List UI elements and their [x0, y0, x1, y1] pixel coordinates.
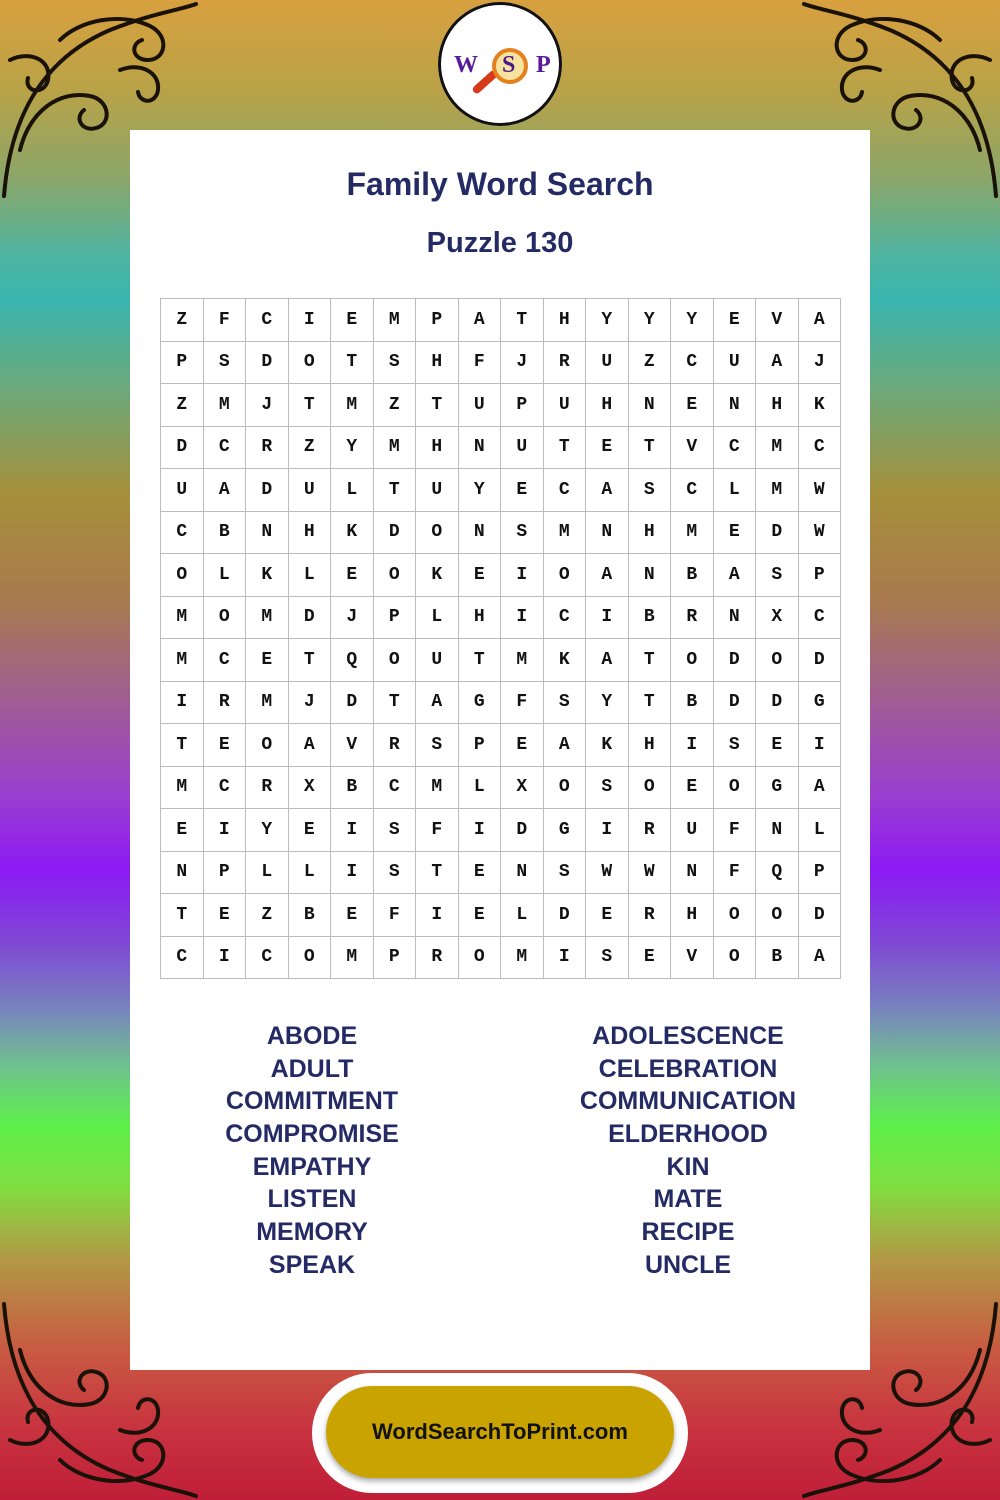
grid-cell[interactable]: L	[331, 469, 374, 512]
grid-cell[interactable]: S	[204, 342, 247, 385]
grid-cell[interactable]: L	[289, 554, 332, 597]
grid-cell[interactable]: G	[756, 767, 799, 810]
grid-cell[interactable]: N	[629, 384, 672, 427]
grid-cell[interactable]: R	[246, 427, 289, 470]
grid-cell[interactable]: O	[374, 554, 417, 597]
grid-cell[interactable]: O	[629, 767, 672, 810]
grid-cell[interactable]: Y	[586, 299, 629, 342]
grid-cell[interactable]: F	[416, 809, 459, 852]
grid-cell[interactable]: O	[289, 937, 332, 980]
grid-cell[interactable]: Q	[756, 852, 799, 895]
grid-cell[interactable]: F	[714, 809, 757, 852]
grid-cell[interactable]: T	[161, 724, 204, 767]
grid-cell[interactable]: H	[416, 427, 459, 470]
grid-cell[interactable]: J	[331, 597, 374, 640]
grid-cell[interactable]: K	[331, 512, 374, 555]
grid-cell[interactable]: C	[544, 469, 587, 512]
grid-cell[interactable]: B	[204, 512, 247, 555]
grid-cell[interactable]: D	[544, 894, 587, 937]
grid-cell[interactable]: B	[671, 554, 714, 597]
grid-cell[interactable]: B	[331, 767, 374, 810]
grid-cell[interactable]: Y	[459, 469, 502, 512]
grid-cell[interactable]: Y	[246, 809, 289, 852]
grid-cell[interactable]: I	[799, 724, 842, 767]
grid-cell[interactable]: A	[714, 554, 757, 597]
grid-cell[interactable]: S	[416, 724, 459, 767]
word-list-item: ABODE	[266, 1022, 358, 1050]
grid-cell[interactable]: T	[289, 384, 332, 427]
word-list-item: CELEBRATION	[598, 1054, 778, 1083]
grid-cell[interactable]: J	[246, 384, 289, 427]
grid-cell[interactable]: L	[246, 852, 289, 895]
grid-cell[interactable]: M	[161, 639, 204, 682]
grid-cell[interactable]: A	[289, 724, 332, 767]
grid-cell[interactable]: D	[246, 342, 289, 385]
grid-cell[interactable]: N	[459, 512, 502, 555]
grid-cell[interactable]: H	[756, 384, 799, 427]
grid-cell[interactable]: F	[459, 342, 502, 385]
grid-cell[interactable]: D	[756, 682, 799, 725]
grid-cell[interactable]: M	[374, 299, 417, 342]
grid-cell[interactable]: U	[416, 639, 459, 682]
grid-cell[interactable]: G	[799, 682, 842, 725]
grid-cell[interactable]: C	[204, 767, 247, 810]
grid-cell[interactable]: E	[331, 894, 374, 937]
grid-cell[interactable]: A	[416, 682, 459, 725]
grid-cell[interactable]: M	[331, 384, 374, 427]
grid-cell[interactable]: S	[586, 767, 629, 810]
grid-cell[interactable]: I	[416, 894, 459, 937]
grid-cell[interactable]: C	[671, 342, 714, 385]
grid-cell[interactable]: T	[544, 427, 587, 470]
grid-cell[interactable]: I	[671, 724, 714, 767]
grid-cell[interactable]: A	[459, 299, 502, 342]
grid-cell[interactable]: I	[544, 937, 587, 980]
grid-cell[interactable]: D	[756, 512, 799, 555]
word-list-item: MEMORY	[256, 1218, 368, 1247]
grid-cell[interactable]: N	[714, 384, 757, 427]
grid-cell[interactable]: L	[289, 852, 332, 895]
grid-cell[interactable]: H	[544, 299, 587, 342]
grid-cell[interactable]: U	[416, 469, 459, 512]
grid-cell[interactable]: N	[161, 852, 204, 895]
grid-cell[interactable]: O	[714, 767, 757, 810]
grid-cell[interactable]: N	[671, 852, 714, 895]
grid-cell[interactable]: H	[586, 384, 629, 427]
grid-cell[interactable]: C	[246, 937, 289, 980]
grid-cell[interactable]: C	[204, 639, 247, 682]
word-list-item: SPEAK	[268, 1250, 356, 1279]
grid-cell[interactable]: H	[459, 597, 502, 640]
grid-cell[interactable]: M	[374, 427, 417, 470]
word-list-item: COMPROMISE	[225, 1120, 399, 1149]
grid-cell[interactable]: E	[204, 894, 247, 937]
grid-cell[interactable]: D	[374, 512, 417, 555]
grid-cell[interactable]: W	[799, 512, 842, 555]
grid-cell[interactable]: V	[331, 724, 374, 767]
grid-cell[interactable]: H	[416, 342, 459, 385]
grid-cell[interactable]: T	[374, 682, 417, 725]
grid-cell[interactable]: A	[204, 469, 247, 512]
grid-cell[interactable]: Q	[331, 639, 374, 682]
grid-cell[interactable]: D	[331, 682, 374, 725]
grid-cell[interactable]: D	[289, 597, 332, 640]
word-list-item: ADULT	[270, 1054, 354, 1083]
grid-cell[interactable]: O	[714, 894, 757, 937]
grid-cell[interactable]: D	[161, 427, 204, 470]
grid-cell[interactable]: M	[756, 469, 799, 512]
grid-cell[interactable]: E	[756, 724, 799, 767]
grid-cell[interactable]: R	[629, 809, 672, 852]
grid-cell[interactable]: Y	[331, 427, 374, 470]
word-list-right	[538, 1020, 838, 1282]
grid-cell[interactable]: O	[714, 937, 757, 980]
grid-cell[interactable]: N	[459, 427, 502, 470]
grid-cell[interactable]: U	[714, 342, 757, 385]
grid-cell[interactable]: O	[416, 512, 459, 555]
grid-cell[interactable]: P	[799, 554, 842, 597]
grid-cell[interactable]: E	[501, 724, 544, 767]
grid-cell[interactable]: N	[246, 512, 289, 555]
grid-cell[interactable]: O	[756, 894, 799, 937]
grid-cell[interactable]: K	[586, 724, 629, 767]
grid-cell[interactable]: R	[204, 682, 247, 725]
grid-cell[interactable]: E	[204, 724, 247, 767]
grid-cell[interactable]: E	[501, 469, 544, 512]
word-list-item: EMPATHY	[252, 1152, 372, 1181]
grid-cell[interactable]: M	[246, 597, 289, 640]
grid-cell[interactable]: D	[714, 639, 757, 682]
grid-cell[interactable]: M	[671, 512, 714, 555]
grid-cell[interactable]: F	[501, 682, 544, 725]
logo-badge	[444, 8, 550, 114]
grid-cell[interactable]: N	[629, 554, 672, 597]
grid-cell[interactable]: K	[544, 639, 587, 682]
grid-cell[interactable]: M	[501, 639, 544, 682]
grid-cell[interactable]: I	[289, 299, 332, 342]
grid-cell[interactable]: W	[799, 469, 842, 512]
grid-cell[interactable]: J	[799, 342, 842, 385]
grid-cell[interactable]: Y	[586, 682, 629, 725]
grid-cell[interactable]: X	[289, 767, 332, 810]
word-list-left	[162, 1020, 462, 1282]
grid-cell[interactable]: G	[459, 682, 502, 725]
grid-cell[interactable]: E	[331, 299, 374, 342]
word-list-item: UNCLE	[644, 1250, 732, 1279]
grid-cell[interactable]: S	[586, 937, 629, 980]
grid-cell[interactable]: Z	[374, 384, 417, 427]
grid-cell[interactable]: P	[416, 299, 459, 342]
word-list-item: KIN	[666, 1152, 710, 1181]
grid-cell[interactable]: N	[501, 852, 544, 895]
grid-cell[interactable]: Z	[289, 427, 332, 470]
grid-cell[interactable]: R	[374, 724, 417, 767]
grid-cell[interactable]: L	[714, 469, 757, 512]
grid-cell[interactable]: C	[161, 937, 204, 980]
grid-cell[interactable]: A	[799, 767, 842, 810]
grid-cell[interactable]: P	[374, 937, 417, 980]
grid-cell[interactable]: E	[586, 894, 629, 937]
grid-cell[interactable]: E	[586, 427, 629, 470]
grid-cell[interactable]: J	[289, 682, 332, 725]
grid-cell[interactable]: K	[246, 554, 289, 597]
grid-cell[interactable]: I	[204, 937, 247, 980]
grid-cell[interactable]: A	[799, 299, 842, 342]
grid-cell[interactable]: S	[714, 724, 757, 767]
grid-cell[interactable]: H	[671, 894, 714, 937]
grid-cell[interactable]: L	[416, 597, 459, 640]
grid-cell[interactable]: E	[671, 767, 714, 810]
grid-cell[interactable]: N	[756, 809, 799, 852]
grid-cell[interactable]: R	[629, 894, 672, 937]
word-list-item: ELDERHOOD	[608, 1120, 768, 1149]
grid-cell[interactable]: S	[544, 852, 587, 895]
word-list-item: COMMUNICATION	[579, 1087, 797, 1116]
grid-cell[interactable]: T	[161, 894, 204, 937]
grid-cell[interactable]: S	[756, 554, 799, 597]
grid-cell[interactable]: D	[714, 682, 757, 725]
grid-cell[interactable]: Z	[629, 342, 672, 385]
grid-cell[interactable]: O	[544, 767, 587, 810]
grid-cell[interactable]: Z	[161, 299, 204, 342]
grid-cell[interactable]: P	[799, 852, 842, 895]
grid-cell[interactable]: L	[204, 554, 247, 597]
page-title: Family Word Search	[346, 166, 654, 202]
grid-cell[interactable]: C	[246, 299, 289, 342]
grid-cell[interactable]: S	[374, 342, 417, 385]
grid-cell[interactable]: E	[161, 809, 204, 852]
grid-cell[interactable]: D	[799, 639, 842, 682]
grid-cell[interactable]: O	[289, 342, 332, 385]
grid-cell[interactable]: M	[161, 597, 204, 640]
grid-cell[interactable]: G	[544, 809, 587, 852]
grid-cell[interactable]: B	[756, 937, 799, 980]
grid-cell[interactable]: M	[246, 682, 289, 725]
grid-cell[interactable]: E	[714, 299, 757, 342]
grid-cell[interactable]: T	[501, 299, 544, 342]
grid-cell[interactable]: P	[501, 384, 544, 427]
grid-cell[interactable]: C	[799, 427, 842, 470]
grid-cell[interactable]: I	[331, 809, 374, 852]
grid-cell[interactable]: V	[756, 299, 799, 342]
grid-cell[interactable]: T	[629, 427, 672, 470]
word-list-item: RECIPE	[641, 1218, 735, 1247]
grid-cell[interactable]: P	[161, 342, 204, 385]
grid-cell[interactable]: I	[586, 597, 629, 640]
grid-cell[interactable]: O	[246, 724, 289, 767]
grid-cell[interactable]: N	[586, 512, 629, 555]
grid-cell[interactable]: I	[586, 809, 629, 852]
grid-cell[interactable]: U	[459, 384, 502, 427]
grid-cell[interactable]: L	[501, 894, 544, 937]
grid-cell[interactable]: N	[714, 597, 757, 640]
site-logo[interactable]	[438, 2, 562, 126]
grid-cell[interactable]: T	[289, 639, 332, 682]
grid-cell[interactable]: A	[756, 342, 799, 385]
grid-cell[interactable]: I	[161, 682, 204, 725]
grid-cell[interactable]: E	[289, 809, 332, 852]
grid-cell[interactable]: E	[671, 384, 714, 427]
grid-cell[interactable]: P	[374, 597, 417, 640]
grid-cell[interactable]: T	[629, 639, 672, 682]
grid-cell[interactable]: H	[289, 512, 332, 555]
word-list-item: MATE	[653, 1185, 723, 1214]
grid-cell[interactable]: R	[544, 342, 587, 385]
grid-cell[interactable]: M	[161, 767, 204, 810]
grid-cell[interactable]: I	[459, 809, 502, 852]
grid-cell[interactable]: S	[501, 512, 544, 555]
grid-cell[interactable]: A	[586, 554, 629, 597]
grid-cell[interactable]: T	[459, 639, 502, 682]
grid-cell[interactable]: Z	[246, 894, 289, 937]
word-list-item: COMMITMENT	[225, 1087, 399, 1116]
grid-cell[interactable]: T	[416, 852, 459, 895]
grid-cell[interactable]: C	[161, 512, 204, 555]
grid-cell[interactable]: M	[756, 427, 799, 470]
logo-letter: S	[502, 52, 516, 78]
grid-cell[interactable]: O	[756, 639, 799, 682]
grid-cell[interactable]: U	[501, 427, 544, 470]
grid-cell[interactable]: I	[204, 809, 247, 852]
grid-cell[interactable]: M	[501, 937, 544, 980]
grid-cell[interactable]: D	[799, 894, 842, 937]
grid-cell[interactable]: K	[416, 554, 459, 597]
grid-cell[interactable]: S	[544, 682, 587, 725]
grid-cell[interactable]: M	[544, 512, 587, 555]
grid-cell[interactable]: U	[671, 809, 714, 852]
grid-cell[interactable]: M	[331, 937, 374, 980]
grid-cell[interactable]: B	[671, 682, 714, 725]
grid-cell[interactable]: U	[161, 469, 204, 512]
grid-cell[interactable]: Y	[629, 299, 672, 342]
grid-cell[interactable]: P	[204, 852, 247, 895]
grid-cell[interactable]: F	[374, 894, 417, 937]
grid-cell[interactable]: I	[331, 852, 374, 895]
letter-grid	[160, 298, 841, 979]
grid-cell[interactable]: U	[544, 384, 587, 427]
grid-cell[interactable]: O	[459, 937, 502, 980]
grid-cell[interactable]: W	[586, 852, 629, 895]
grid-cell[interactable]: D	[501, 809, 544, 852]
grid-cell[interactable]: A	[799, 937, 842, 980]
grid-cell[interactable]: O	[161, 554, 204, 597]
grid-cell[interactable]: C	[374, 767, 417, 810]
grid-cell[interactable]: W	[629, 852, 672, 895]
word-list-item: ADOLESCENCE	[592, 1022, 784, 1050]
word-list-item: LISTEN	[267, 1185, 357, 1214]
grid-cell[interactable]: Y	[671, 299, 714, 342]
grid-cell[interactable]: C	[714, 427, 757, 470]
grid-cell[interactable]: E	[459, 852, 502, 895]
grid-cell[interactable]: V	[671, 937, 714, 980]
grid-cell[interactable]: E	[629, 937, 672, 980]
grid-cell[interactable]: O	[671, 639, 714, 682]
grid-cell[interactable]: S	[374, 809, 417, 852]
grid-cell[interactable]: L	[799, 809, 842, 852]
grid-cell[interactable]: R	[246, 767, 289, 810]
grid-cell[interactable]: X	[756, 597, 799, 640]
grid-cell[interactable]: E	[714, 512, 757, 555]
grid-cell[interactable]: U	[289, 469, 332, 512]
footer-site-link[interactable]: WordSearchToPrint.com	[372, 1419, 628, 1444]
logo-letter: W	[454, 52, 478, 78]
grid-cell[interactable]: O	[374, 639, 417, 682]
grid-cell[interactable]: H	[629, 724, 672, 767]
grid-cell[interactable]: U	[586, 342, 629, 385]
grid-cell[interactable]: E	[331, 554, 374, 597]
grid-cell[interactable]: E	[459, 894, 502, 937]
grid-cell[interactable]: D	[246, 469, 289, 512]
puzzle-number: Puzzle 130	[426, 227, 574, 259]
grid-cell[interactable]: Z	[161, 384, 204, 427]
grid-cell[interactable]: B	[289, 894, 332, 937]
grid-cell[interactable]: H	[629, 512, 672, 555]
grid-cell[interactable]: T	[331, 342, 374, 385]
grid-cell[interactable]: E	[459, 554, 502, 597]
grid-cell[interactable]: J	[501, 342, 544, 385]
grid-cell[interactable]: C	[204, 427, 247, 470]
grid-cell[interactable]: A	[586, 469, 629, 512]
logo-letter: P	[536, 52, 551, 78]
grid-cell[interactable]: C	[799, 597, 842, 640]
grid-cell[interactable]: R	[671, 597, 714, 640]
grid-cell[interactable]: O	[544, 554, 587, 597]
grid-cell[interactable]: X	[501, 767, 544, 810]
grid-cell[interactable]: S	[629, 469, 672, 512]
grid-cell[interactable]: C	[671, 469, 714, 512]
grid-cell[interactable]: P	[459, 724, 502, 767]
grid-cell[interactable]: M	[416, 767, 459, 810]
grid-cell[interactable]: A	[544, 724, 587, 767]
grid-cell[interactable]: L	[459, 767, 502, 810]
grid-cell[interactable]: B	[629, 597, 672, 640]
grid-cell[interactable]: A	[586, 639, 629, 682]
grid-cell[interactable]: M	[204, 384, 247, 427]
grid-cell[interactable]: O	[204, 597, 247, 640]
grid-cell[interactable]: C	[544, 597, 587, 640]
grid-cell[interactable]: K	[799, 384, 842, 427]
grid-cell[interactable]: F	[714, 852, 757, 895]
grid-cell[interactable]: F	[204, 299, 247, 342]
grid-cell[interactable]: R	[416, 937, 459, 980]
grid-cell[interactable]: T	[416, 384, 459, 427]
grid-cell[interactable]: V	[671, 427, 714, 470]
grid-cell[interactable]: I	[501, 597, 544, 640]
grid-cell[interactable]: T	[374, 469, 417, 512]
grid-cell[interactable]: I	[501, 554, 544, 597]
grid-cell[interactable]: E	[246, 639, 289, 682]
grid-cell[interactable]: T	[629, 682, 672, 725]
grid-cell[interactable]: S	[374, 852, 417, 895]
